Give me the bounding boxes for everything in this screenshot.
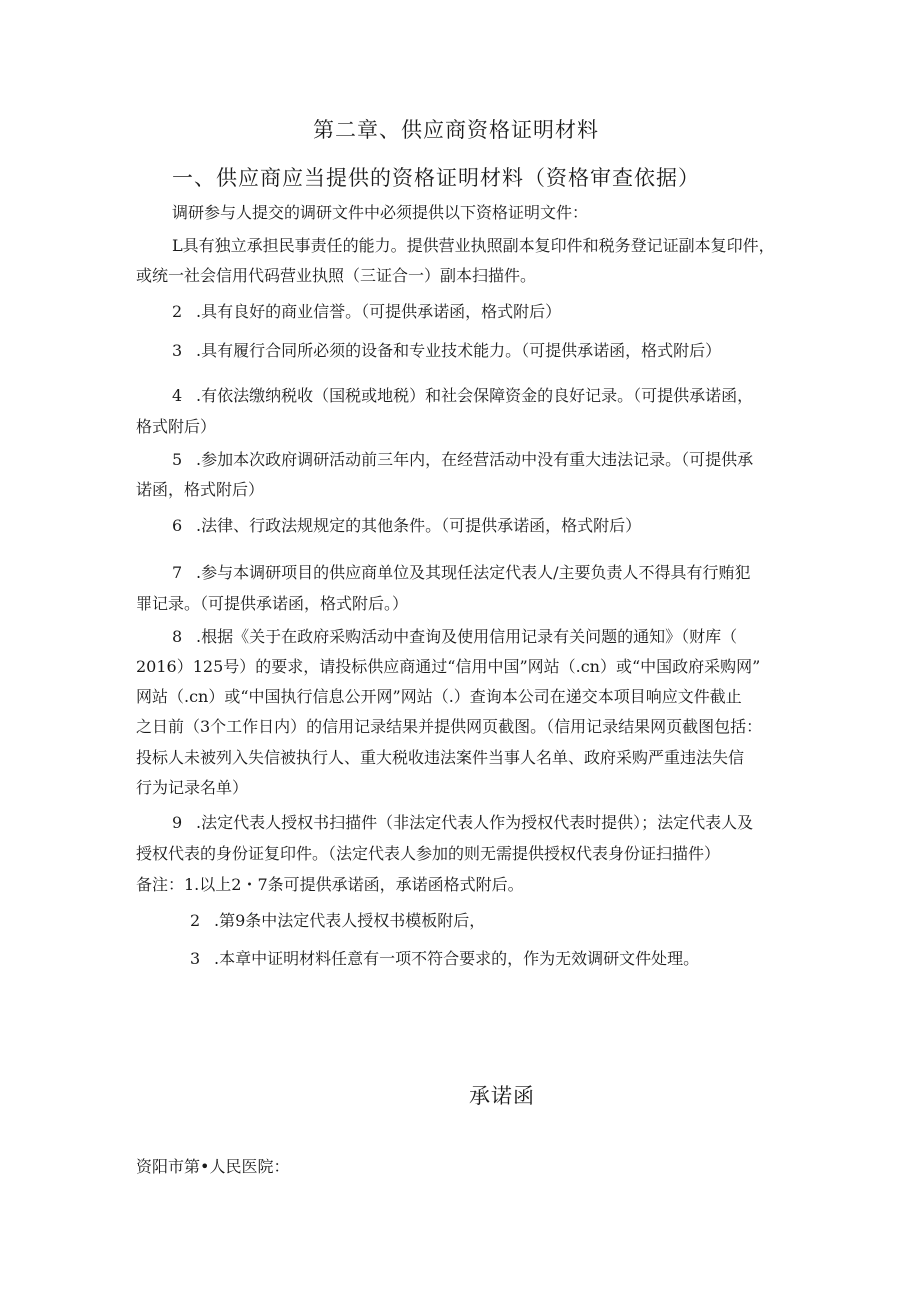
- item-2: [172, 302, 561, 322]
- item-3: [172, 341, 721, 361]
- item-number: 4: [172, 386, 183, 405]
- item-number: 7: [172, 563, 183, 582]
- item-number: 2: [172, 302, 183, 321]
- note-text: .本章中证明材料任意有一项不符合要求的，作为无效调研文件处理。: [214, 949, 700, 968]
- item-text: .有依法缴纳税收（国税或地税）和社会保障资金的良好记录。（可提供承诺函，: [196, 386, 754, 405]
- chapter-title: 第二章、供应商资格证明材料: [313, 118, 599, 142]
- item-number: 6: [172, 516, 183, 535]
- item-8-line-6: 行为记录名单）: [136, 778, 249, 797]
- intro-text: 调研参与人提交的调研文件中必须提供以下资格证明文件：: [172, 203, 589, 222]
- letter-addressee: 资阳市第•人民医院：: [136, 1157, 290, 1176]
- section-title: 一、供应商应当提供的资格证明材料（资格审查依据）: [172, 166, 700, 190]
- item-8-line-2: 2016）125号）的要求，请投标供应商通过“信用中国”网站（.cn）或“中国政府采购网”: [136, 657, 761, 676]
- item-8: [172, 627, 737, 647]
- note-2: [190, 911, 485, 931]
- item-text: .法定代表人授权书扫描件（非法定代表人作为授权代表时提供）；法定代表人及: [196, 813, 754, 832]
- item-8-line-4: 之日前（3个工作日内）的信用记录结果并提供网页截图。（信用记录结果网页截图包括：: [136, 717, 763, 736]
- letter-title: 承诺函: [469, 1084, 535, 1108]
- item-1-line-2: 或统一社会信用代码营业执照（三证合一）副本扫描件。: [136, 266, 537, 285]
- item-8-line-3: 网站（.cn）或“中国执行信息公开网”网站（.）查询本公司在递交本项目响应文件截止: [136, 687, 742, 706]
- item-number: 8: [172, 627, 183, 646]
- item-8-line-5: 投标人未被列入失信被执行人、重大税收违法案件当事人名单、政府采购严重违法失信: [136, 748, 745, 767]
- item-7: [172, 563, 750, 583]
- item-4: [172, 386, 753, 406]
- item-1-line-1: L具有独立承担民事责任的能力。提供营业执照副本复印件和税务登记证副本复印件，: [172, 236, 775, 255]
- item-text: .具有良好的商业信誉。（可提供承诺函，格式附后）: [196, 302, 562, 321]
- item-text: .法律、行政法规规定的其他条件。（可提供承诺函，格式附后）: [196, 516, 642, 535]
- note-3: [190, 949, 699, 969]
- item-text: .具有履行合同所必须的设备和专业技术能力。（可提供承诺函，格式附后）: [196, 341, 722, 360]
- note-number: 3: [190, 949, 201, 968]
- item-9: [172, 813, 753, 833]
- item-5: [172, 450, 753, 470]
- note-1: 备注：1.以上2・7条可提供承诺函，承诺函格式附后。: [136, 875, 524, 894]
- item-number: 3: [172, 341, 183, 360]
- item-4-line-2: 格式附后）: [136, 417, 217, 436]
- note-number: 2: [190, 911, 201, 930]
- item-9-line-2: 授权代表的身份证复印件。（法定代表人参加的则无需提供授权代表身份证扫描件）: [136, 844, 721, 863]
- item-number: 5: [172, 450, 183, 469]
- item-6: [172, 516, 641, 536]
- item-5-line-2: 诺函，格式附后）: [136, 480, 265, 499]
- note-text: .第9条中法定代表人授权书模板附后，: [214, 911, 486, 930]
- item-text: .参与本调研项目的供应商单位及其现任法定代表人/主要负责人不得具有行贿犯: [196, 563, 751, 582]
- item-text: .参加本次政府调研活动前三年内，在经营活动中没有重大违法记录。（可提供承: [196, 450, 754, 469]
- item-7-line-2: 罪记录。（可提供承诺函，格式附后。）: [136, 594, 409, 613]
- item-number: 9: [172, 813, 183, 832]
- item-text: .根据《关于在政府采购活动中查询及使用信用记录有关问题的通知》（财库（: [196, 627, 738, 646]
